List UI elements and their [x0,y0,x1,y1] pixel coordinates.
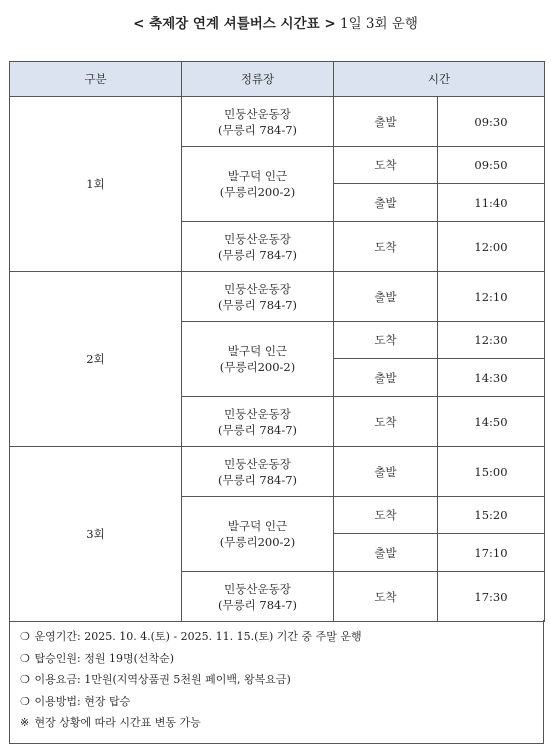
note-bullet: ❍ [20,694,30,708]
note-text: 운영기간: 2025. 10. 4.(토) - 2025. 11. 15.(토) 기간 중 주말 운행 [34,630,362,643]
note-bullet: ❍ [20,651,30,665]
event-type: 도착 [334,147,438,184]
event-time: 11:40 [438,184,545,222]
event-time: 14:50 [438,397,545,447]
header-time: 시간 [334,62,545,97]
note-text: 이용방법: 현장 탑승 [34,694,131,708]
stop-location: 민둥산운동장 (무릉리 784-7) [182,272,334,322]
stop-location: 발구덕 인근 (무릉리200-2) [182,147,334,222]
note-bullet: ❍ [20,673,30,686]
shuttle-timetable [9,61,545,622]
event-time: 12:10 [438,272,545,322]
event-type: 도착 [334,322,438,359]
table-row [10,447,545,497]
note-text: 현장 상황에 따라 시간표 변동 가능 [34,716,201,729]
stop-location: 민둥산운동장 (무릉리 784-7) [182,97,334,147]
event-time: 15:00 [438,447,545,497]
event-type: 도착 [334,222,438,272]
note-line [20,626,533,648]
table-row [10,97,545,147]
event-type: 출발 [334,534,438,572]
stop-location: 민둥산운동장 (무릉리 784-7) [182,447,334,497]
run-label: 3회 [10,447,182,622]
event-time: 17:30 [438,572,545,622]
header-run: 구분 [10,62,182,97]
event-type: 출발 [334,359,438,397]
title-main: < 축제장 연계 셔틀버스 시간표 > [133,16,336,32]
run-label: 1회 [10,97,182,272]
note-text: 이용요금: 1만원(지역상품권 5천원 페이백, 왕복요금) [34,673,291,686]
event-type: 도착 [334,572,438,622]
table-header-row [10,62,545,97]
event-time: 09:50 [438,147,545,184]
title-sub: 1일 3회 운행 [339,16,418,32]
event-type: 출발 [334,97,438,147]
note-line [20,691,533,713]
run-label: 2회 [10,272,182,447]
table-row [10,272,545,322]
note-bullet: ※ [20,716,30,729]
stop-location: 민둥산운동장 (무릉리 784-7) [182,222,334,272]
note-line [20,669,533,691]
notes-box [9,620,544,744]
event-type: 출발 [334,447,438,497]
stop-location: 발구덕 인근 (무릉리200-2) [182,497,334,572]
event-time: 12:30 [438,322,545,359]
event-time: 14:30 [438,359,545,397]
event-type: 출발 [334,272,438,322]
stop-location: 민둥산운동장 (무릉리 784-7) [182,397,334,447]
note-line [20,648,533,670]
event-type: 도착 [334,497,438,534]
header-stop: 정류장 [182,62,334,97]
note-bullet: ❍ [20,630,30,643]
page-title [0,12,551,32]
event-time: 15:20 [438,497,545,534]
event-time: 12:00 [438,222,545,272]
stop-location: 민둥산운동장 (무릉리 784-7) [182,572,334,622]
note-text: 탑승인원: 정원 19명(선착순) [34,651,175,665]
stop-location: 발구덕 인근 (무릉리200-2) [182,322,334,397]
event-type: 출발 [334,184,438,222]
event-time: 09:30 [438,97,545,147]
note-line [20,712,533,734]
event-time: 17:10 [438,534,545,572]
event-type: 도착 [334,397,438,447]
